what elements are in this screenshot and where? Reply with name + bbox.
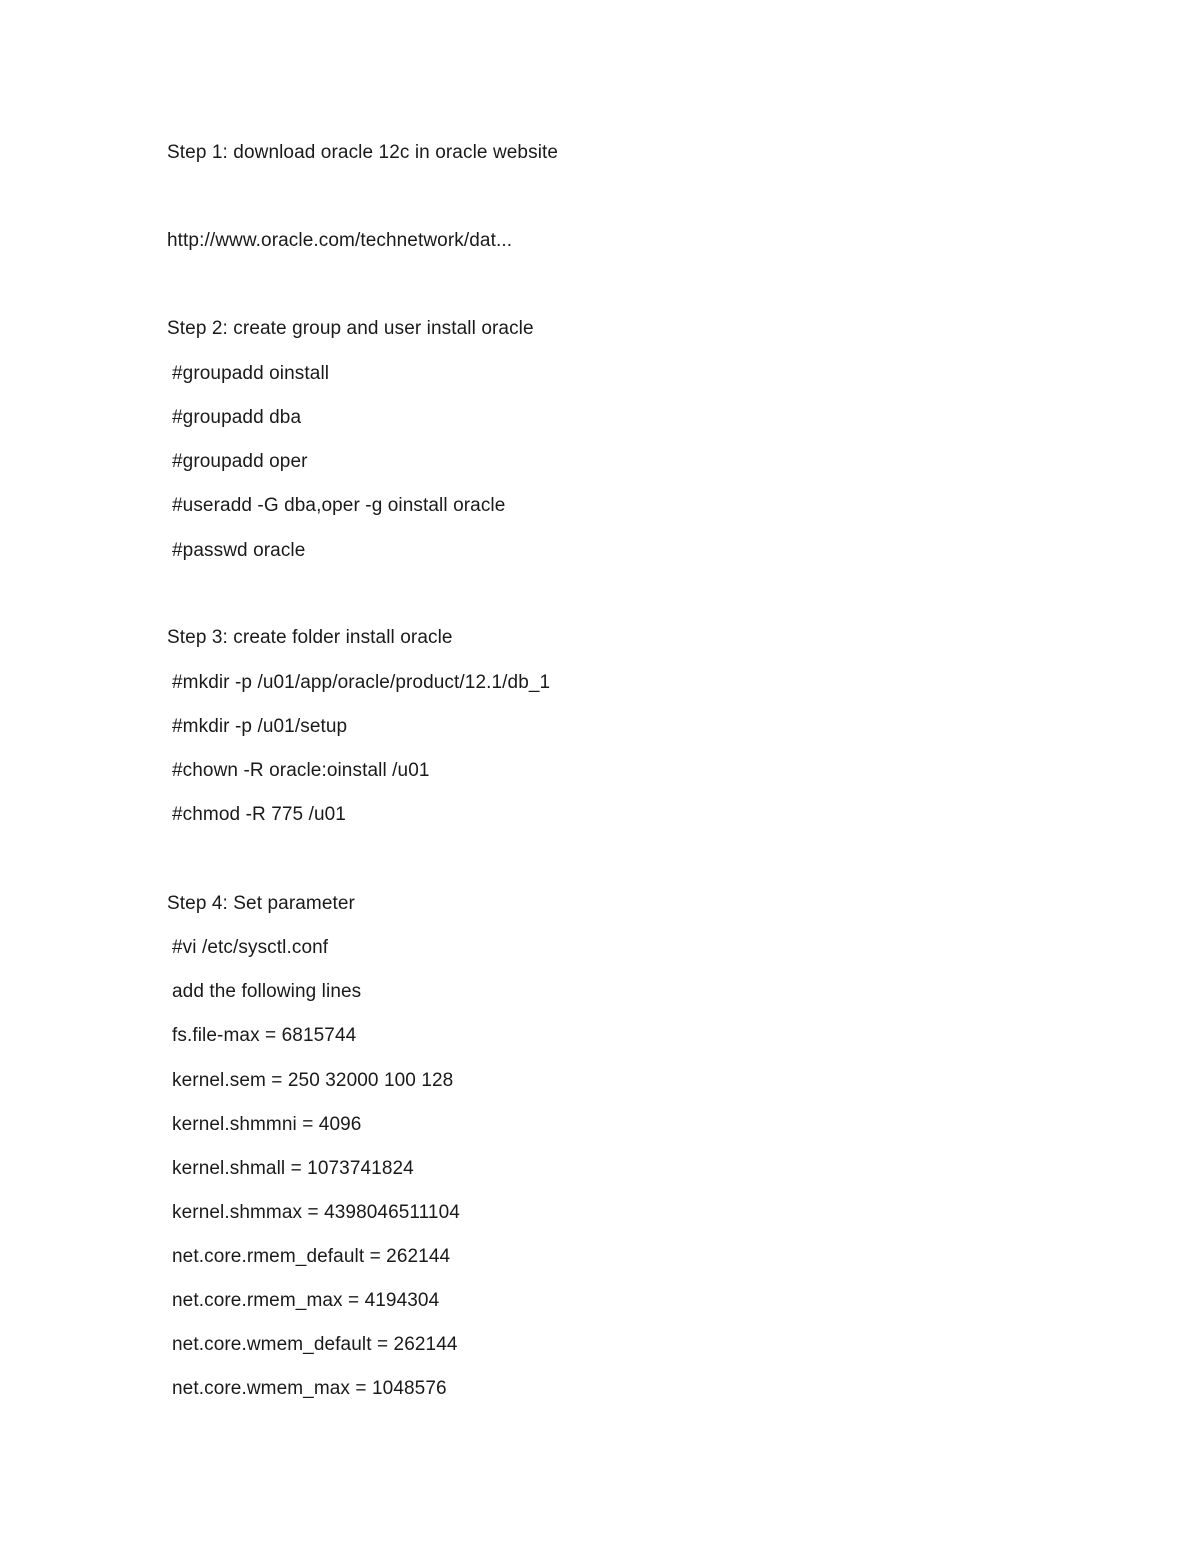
step2-command: #passwd oracle bbox=[172, 540, 306, 561]
step4-heading: Step 4: Set parameter bbox=[167, 893, 355, 914]
step2-command: #groupadd oper bbox=[172, 451, 308, 472]
step4-param: net.core.rmem_max = 4194304 bbox=[172, 1290, 440, 1311]
step3-command: #mkdir -p /u01/setup bbox=[172, 716, 348, 737]
step2-heading: Step 2: create group and user install oracle bbox=[167, 318, 534, 339]
step3-command: #mkdir -p /u01/app/oracle/product/12.1/db_1 bbox=[172, 672, 551, 693]
step2-command: #useradd -G dba,oper -g oinstall oracle bbox=[172, 495, 506, 516]
step4-param: net.core.rmem_default = 262144 bbox=[172, 1246, 451, 1267]
step4-param: fs.file-max = 6815744 bbox=[172, 1025, 357, 1046]
step4-param: net.core.wmem_default = 262144 bbox=[172, 1334, 458, 1355]
step3-command: #chown -R oracle:oinstall /u01 bbox=[172, 760, 430, 781]
step4-param: kernel.shmmni = 4096 bbox=[172, 1114, 362, 1135]
step3-command: #chmod -R 775 /u01 bbox=[172, 804, 346, 825]
step1-url: http://www.oracle.com/technetwork/dat... bbox=[167, 230, 513, 251]
step1-heading: Step 1: download oracle 12c in oracle website bbox=[167, 142, 559, 163]
step4-param: net.core.wmem_max = 1048576 bbox=[172, 1378, 447, 1399]
step4-param: kernel.shmmax = 4398046511104 bbox=[172, 1202, 460, 1223]
step3-heading: Step 3: create folder install oracle bbox=[167, 627, 453, 648]
step4-command: #vi /etc/sysctl.conf bbox=[172, 937, 329, 958]
step2-command: #groupadd oinstall bbox=[172, 363, 330, 384]
step2-command: #groupadd dba bbox=[172, 407, 302, 428]
step4-param: kernel.shmall = 1073741824 bbox=[172, 1158, 414, 1179]
step4-note: add the following lines bbox=[172, 981, 362, 1002]
step4-param: kernel.sem = 250 32000 100 128 bbox=[172, 1070, 454, 1091]
